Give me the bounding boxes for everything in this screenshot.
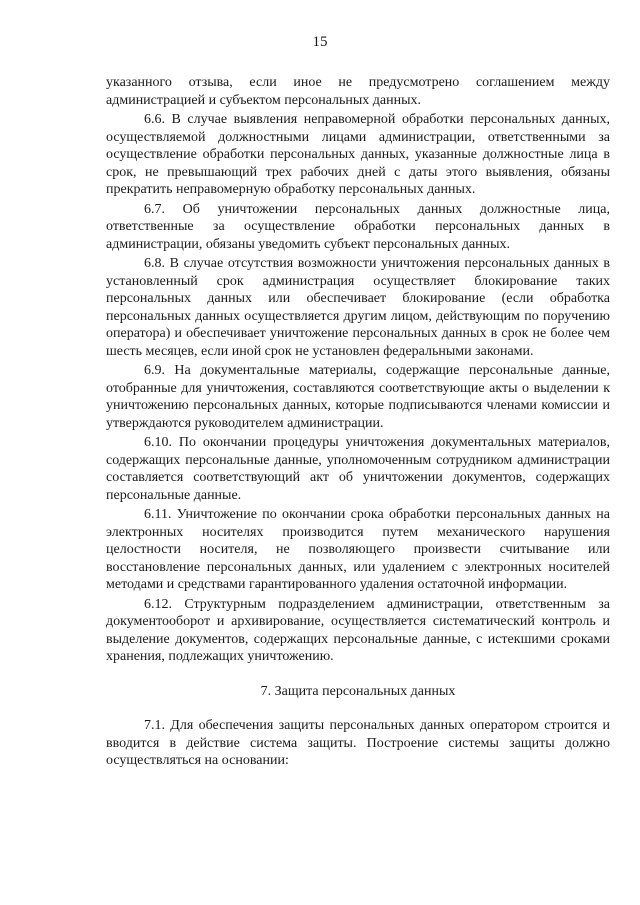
paragraph-6-9: 6.9. На документальные материалы, содержащие персональные данные, отобранные для уничтожения, составляются соответствующие акты о выделении к уничтожению персональных данных, которые подписываются членами комиссии и утверждаются руководителем администрации.	[106, 363, 610, 431]
paragraph-6-8: 6.8. В случае отсутствия возможности уничтожения персональных данных в установленный срок администрация осуществляет блокирование таких персональных данных или обеспечивает блокирование (если обработка персональных данных осуществляется другим лицом, действующим по поручению оператора) и обеспечивает уничтожение персональных данных в срок не более чем шесть месяцев, если иной срок не установлен федеральными законами.	[106, 256, 610, 359]
paragraph-continuation: указанного отзыва, если иное не предусмотрено соглашением между администрацией и субъектом персональных данных.	[106, 75, 610, 108]
paragraph-6-10: 6.10. По окончании процедуры уничтожения документальных материалов, содержащих персональные данные, уполномоченным сотрудником администрации составляется соответствующий акт об уничтожении документов, содержащих персональные данные.	[106, 435, 610, 503]
paragraph-6-12: 6.12. Структурным подразделением администрации, ответственным за документооборот и архивирование, осуществляется систематический контроль и выделение документов, содержащих персональные данные, с истекшими сроками хранения, подлежащих уничтожению.	[106, 596, 610, 664]
paragraph-6-11: 6.11. Уничтожение по окончании срока обработки персональных данных на электронных носителях производится путем механического нарушения целостности носителя, не позволяющего произвести считывание или восстановление персональных данных, или удалением с электронных носителей методами и средствами гарантированного удаления остаточной информации.	[106, 507, 610, 592]
paragraph-6-7: 6.7. Об уничтожении персональных данных должностные лица, ответственные за осуществление обработки персональных данных в администрации, обязаны уведомить субъект персональных данных.	[106, 201, 610, 252]
section-heading: 7. Защита персональных данных	[260, 683, 456, 699]
paragraph-7-1: 7.1. Для обеспечения защиты персональных данных оператором строится и вводится в действие система защиты. Построение системы защиты должно осуществляться на основании:	[106, 718, 610, 768]
document-body	[106, 74, 610, 772]
page-number: 15	[312, 34, 328, 50]
paragraph-6-6: 6.6. В случае выявления неправомерной обработки персональных данных, осуществляемой должностными лицами администрации, ответственными за осуществление обработки персональных данных, указанные должностные лица в срок, не превышающий трех рабочих дней с даты этого выявления, обязаны прекратить неправомерную обработку персональных данных.	[106, 112, 610, 197]
